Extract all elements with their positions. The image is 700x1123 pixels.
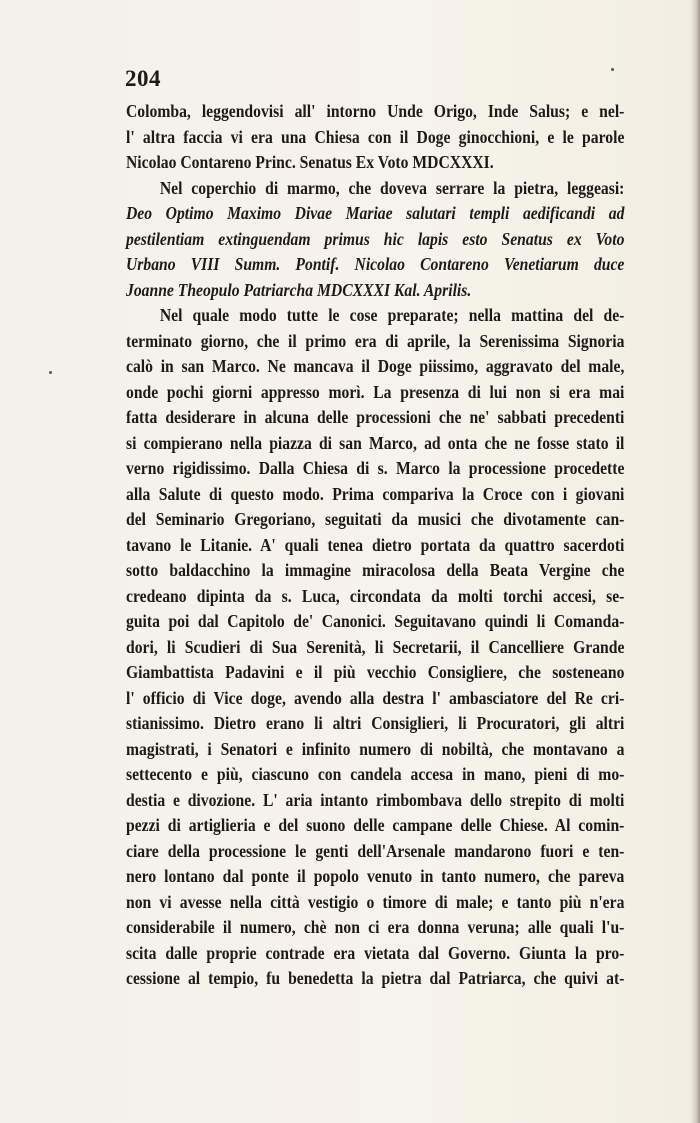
text-line: Urbano VIII Summ. Pontif. Nicolao Contareno Venetiarum duce [126,254,625,274]
text-line: pezzi di artiglieria e del suono delle campane delle Chiese. Al comin- [126,815,625,835]
text-line: guita poi dal Capitolo de' Canonici. Seguitavano quindi li Comanda- [126,611,625,631]
text-line: non vi avesse nella città vestigio o timore di male; e tanto più n'era [126,891,625,912]
speck [49,371,52,374]
speck [611,68,614,71]
text-line: stianissimo. Dietro erano li altri Consiglieri, li Procuratori, gli altri [126,713,625,733]
text-line: destia e divozione. L' aria intanto rimbombava dello strepito di molti [126,789,625,810]
text-line: tavano le Litanie. A' quali tenea dietro portata da quattro sacerdoti [126,534,625,555]
text-line: Colomba, leggendovisi all' intorno Unde Origo, Inde Salus; e nel- [126,101,625,121]
page-number: 204 [125,66,161,91]
text-line: Joanne Theopulo Patriarcha MDCXXXI Kal. Aprilis. [126,279,472,300]
text-line: del Seminario Gregoriano, seguitati da musici che divotamente can- [126,509,625,529]
text-line: fatta desiderare in alcuna delle processioni che ne' sabbati precedenti [126,407,625,427]
text-line: dori, li Scudieri di Sua Serenità, li Secretarii, il Cancelliere Grande [126,636,625,657]
text-line: terminato giorno, che il primo era di aprile, la Serenissima Signoria [126,330,625,351]
text-line: Nicolao Contareno Princ. Senatus Ex Voto MDCXXXI. [126,152,494,172]
text-line: l' altra faccia vi era una Chiesa con il Doge ginocchioni, e le parole [126,126,625,147]
text-line: considerabile il numero, chè non ci era donna veruna; alle quali l'u- [126,917,625,937]
text-line: l' officio di Vice doge, avendo alla destra l' ambasciatore del Re cri- [126,687,625,708]
text-line: calò in san Marco. Ne mancava il Doge piissimo, aggravato del male, [126,356,625,376]
text-line: magistrati, i Senatori e infinito numero di nobiltà, che montavano a [126,738,625,759]
text-line: scita dalle proprie contrade era vietata dal Governo. Giunta la pro- [126,942,625,963]
text-line: Giambattista Padavini e il più vecchio Consigliere, che sosteneano [126,662,625,682]
text-line: si compierano nella piazza di san Marco, ad onta che ne fosse stato il [126,432,625,453]
text-line: verno rigidissimo. Dalla Chiesa di s. Marco la processione procedette [126,458,625,478]
text-line: Nel coperchio di marmo, che doveva serrare la pietra, leggeasi: [159,177,625,198]
text-line: onde pochi giorni appresso morì. La presenza di lui non si era mai [126,381,625,402]
page-edge-shadow [690,0,700,1123]
text-line: sotto baldacchino la immagine miracolosa della Beata Vergine che [126,560,625,580]
body-text [126,99,624,992]
text-line: nero lontano dal ponte il popolo venuto in tanto numero, che pareva [126,866,625,886]
text-line: alla Salute di questo modo. Prima compariva la Croce con i giovani [126,483,625,504]
text-line: pestilentiam extinguendam primus hic lapis esto Senatus ex Voto [126,228,625,249]
text-line: Nel quale modo tutte le cose preparate; nella mattina del de- [159,305,625,325]
text-line: ciare della processione le genti dell'Arsenale mandarono fuori e ten- [126,840,625,861]
text-line: cessione al tempio, fu benedetta la pietra dal Patriarca, che quivi at- [126,968,625,988]
text-line: credeano dipinta da s. Luca, circondata da molti torchi accesi, se- [126,585,625,606]
text-line: settecento e più, ciascuno con candela accesa in mano, pieni di mo- [126,764,625,784]
text-line: Deo Optimo Maximo Divae Mariae salutari templi aedificandi ad [126,203,625,223]
